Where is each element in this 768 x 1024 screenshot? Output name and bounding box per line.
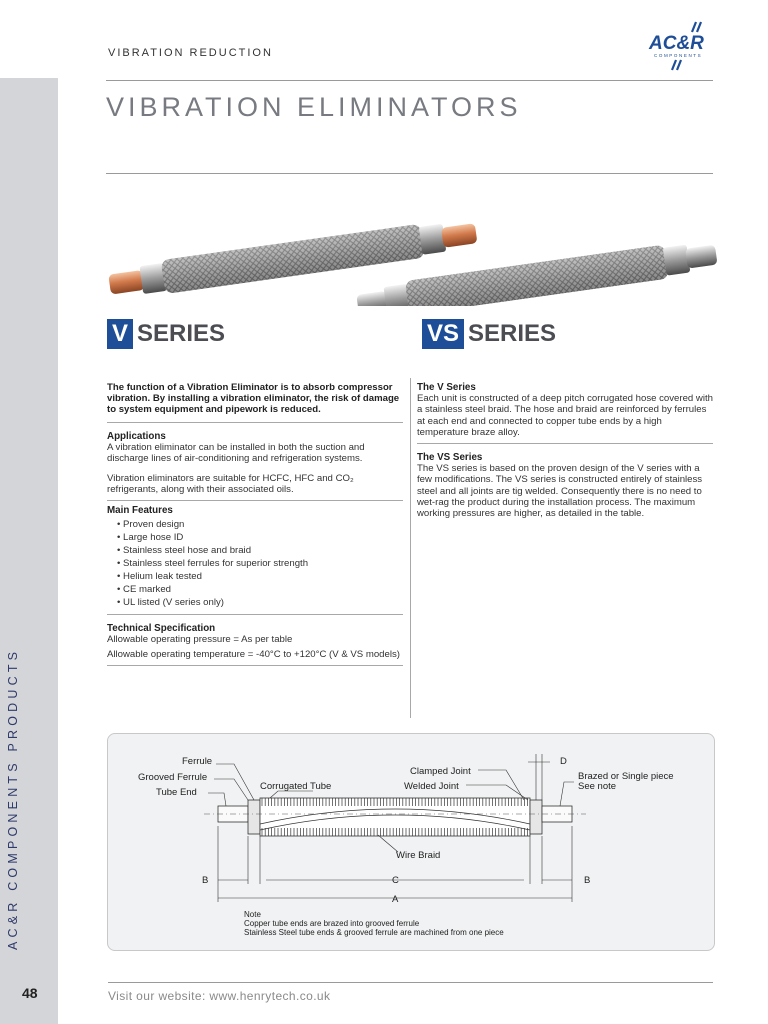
right-column (417, 382, 713, 519)
vs-series-subheading: The VS Series (417, 452, 483, 464)
rule (107, 665, 403, 666)
list-item: • Large hose ID (117, 531, 403, 544)
note-title: Note (244, 910, 261, 919)
label-clamped-joint: Clamped Joint (410, 766, 471, 777)
label-tube-end: Tube End (156, 787, 197, 798)
list-item: • Stainless steel hose and braid (117, 544, 403, 557)
diagram-panel (107, 733, 715, 951)
label-b-right: B (584, 875, 591, 886)
acr-logo (640, 20, 720, 74)
left-column (107, 382, 403, 666)
list-item: • Stainless steel ferrules for superior strength (117, 557, 403, 570)
footer-rule (108, 982, 713, 983)
features-heading: Main Features (107, 504, 173, 516)
header-rule (106, 80, 713, 81)
label-grooved-ferrule: Grooved Ferrule (138, 772, 208, 783)
product-photo (104, 196, 720, 306)
label-corrugated-tube: Corrugated Tube (260, 781, 332, 792)
label-a: A (392, 894, 399, 905)
intro-text: The function of a Vibration Eliminator is to absorb compressor vibration. By installing a vibration eliminator, the risk of damage to system equipment and pipework is reduced. (107, 382, 400, 416)
rule (417, 443, 713, 444)
label-welded-joint: Welded Joint (404, 781, 459, 792)
vibration-eliminator-diagram (108, 734, 714, 950)
list-item: • Proven design (117, 518, 403, 531)
logo-text: AC&R (649, 33, 704, 54)
vs-series-badge: VS (422, 319, 464, 349)
note-line-2: Stainless Steel tube ends & grooved ferrule are machined from one piece (244, 928, 504, 937)
vs-series-text: The VS series is based on the proven design of the V series with a few modifications. The VS series is constructed entirely of stainless steel and all joints are tig welded. Consequently there is no need to wet-rag the product during the installation process. The maximum working pressures are higher, as detailed in the table. (417, 463, 703, 520)
vs-series-heading (422, 319, 556, 349)
label-ferrule: Ferrule (182, 756, 213, 767)
logo-subtext: COMPONENTS (654, 53, 703, 58)
tech-spec-heading: Technical Specification (107, 622, 216, 634)
label-b-left: B (202, 875, 209, 886)
page-number: 48 (22, 985, 38, 1001)
label-d: D (560, 756, 567, 767)
list-item: • Helium leak tested (117, 570, 403, 583)
label-c: C (392, 875, 399, 886)
section-label: VIBRATION REDUCTION (108, 47, 273, 59)
applications-heading: Applications (107, 430, 166, 442)
label-wire-braid: Wire Braid (396, 850, 441, 861)
note-line-1: Copper tube ends are brazed into grooved ferrule (244, 919, 420, 928)
column-divider (410, 378, 411, 718)
v-series-text: Each unit is constructed of a deep pitch corrugated hose covered with a stainless steel braid. The hose and braid are reinforced by ferrules at each end and connected to copper tube ends by a high temperature braze alloy. (417, 393, 713, 438)
footer-website: Visit our website: www.henrytech.co.uk (108, 989, 331, 1003)
rule (107, 422, 403, 423)
tech-spec-temperature: Allowable operating temperature = -40°C to +120°C (V & VS models) (107, 649, 400, 661)
applications-text-2: Vibration eliminators are suitable for HCFC, HFC and CO₂ refrigerants, along with their associated oils. (107, 473, 354, 496)
list-item: • CE marked (117, 583, 403, 596)
v-series-badge: V (107, 319, 133, 349)
label-brazed: Brazed or Single piece (578, 771, 674, 782)
list-item: • UL listed (V series only) (117, 596, 403, 609)
sidebar-vertical-text: AC&R COMPONENTS PRODUCTS (6, 647, 20, 950)
vs-series-word: SERIES (468, 320, 557, 347)
label-see-note: See note (578, 781, 617, 792)
title-rule (106, 173, 713, 174)
rule (107, 500, 403, 501)
applications-text-1: A vibration eliminator can be installed in both the suction and discharge lines of air-conditioning and refrigeration systems. (107, 441, 365, 465)
v-series-heading (107, 319, 225, 349)
rule (107, 614, 403, 615)
page-title: VIBRATION ELIMINATORS (106, 92, 522, 122)
tech-spec-pressure: Allowable operating pressure = As per table (107, 634, 293, 646)
v-series-subheading: The V Series (417, 382, 476, 393)
features-list (107, 518, 403, 609)
v-series-word: SERIES (137, 320, 226, 347)
